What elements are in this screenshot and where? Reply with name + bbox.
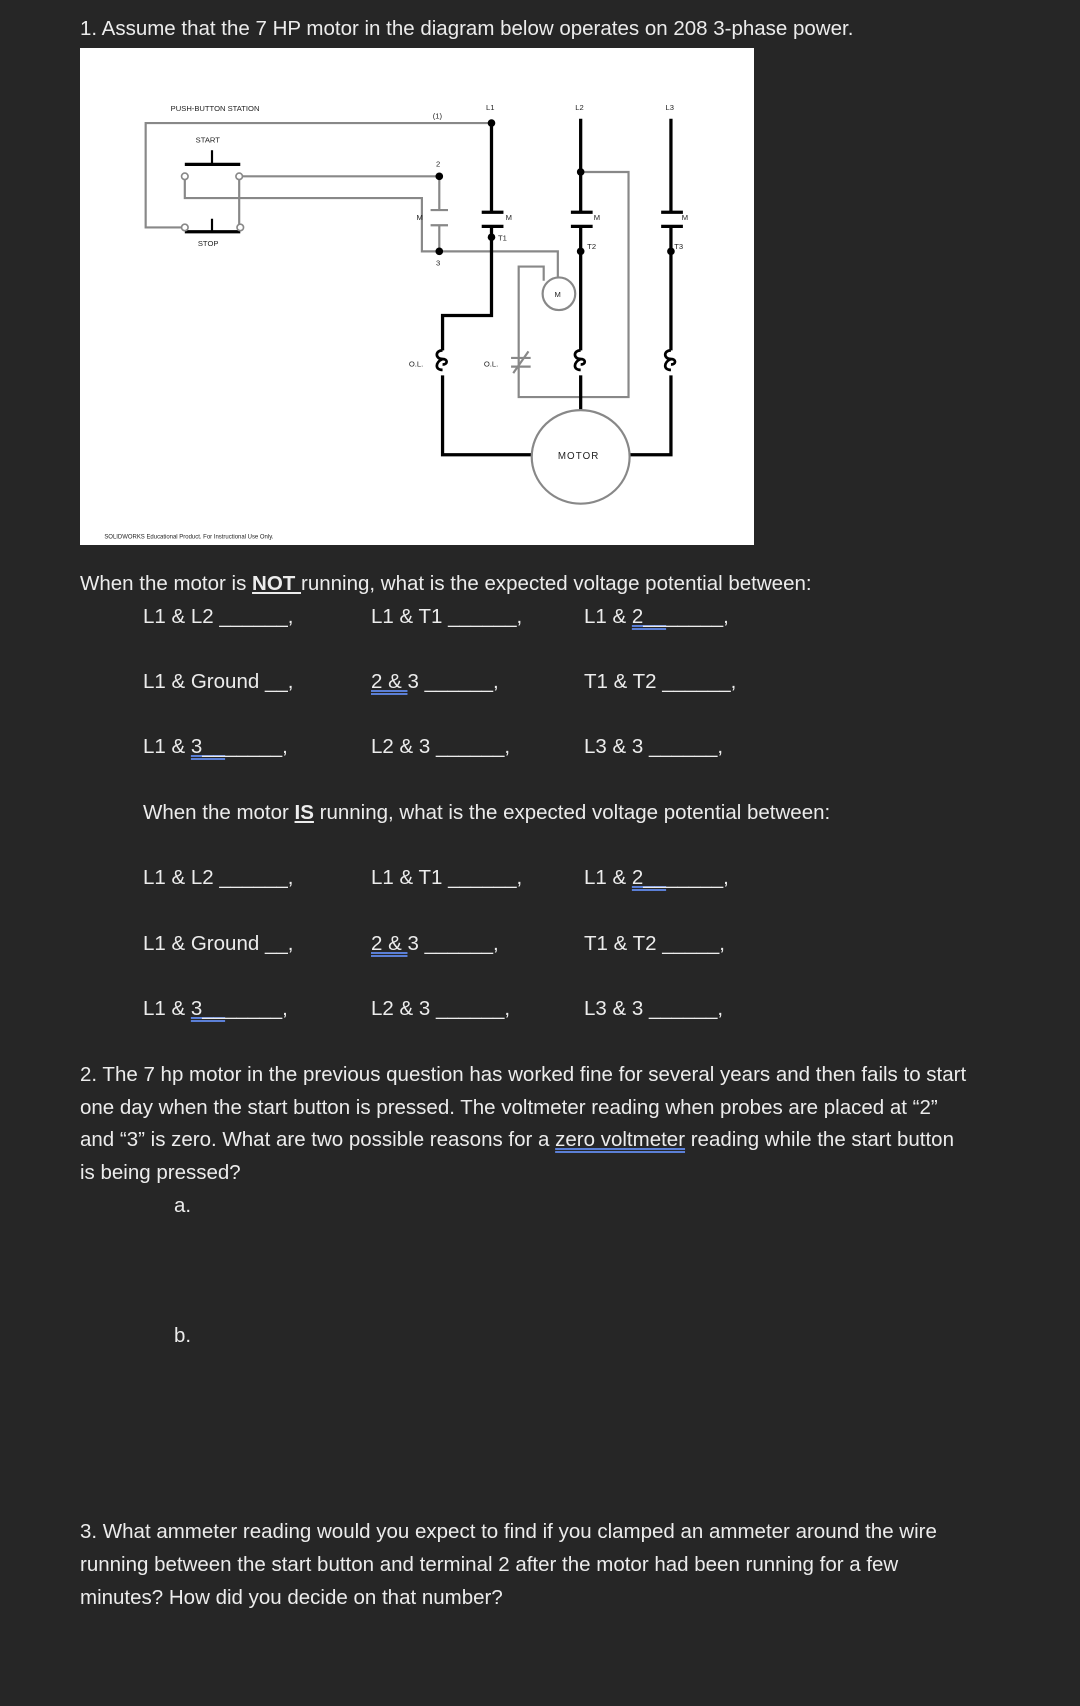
q3-line-3: minutes? How did you decide on that number? bbox=[80, 1586, 503, 1609]
motor-label: MOTOR bbox=[557, 451, 600, 463]
blank-post: ______, bbox=[435, 997, 511, 1020]
junction-dots bbox=[435, 119, 674, 255]
voltage-blank-item bbox=[371, 670, 499, 694]
blank-post: ______, bbox=[662, 670, 737, 693]
q2-line-2: one day when the start button is pressed. The voltmeter reading when probes are placed at “2” bbox=[80, 1096, 938, 1119]
motor-control-diagram bbox=[80, 48, 754, 545]
stop-button bbox=[182, 219, 244, 232]
blank-post: __, bbox=[264, 932, 294, 955]
blank-pre: L1 & bbox=[584, 866, 632, 889]
aux-m-label: M bbox=[416, 212, 423, 222]
ol-label-2: O.L. bbox=[483, 359, 499, 369]
blank-mark: 2 & bbox=[371, 670, 408, 693]
l2-m-label: M bbox=[593, 212, 601, 222]
blank-pre: L1 & L2 bbox=[143, 605, 220, 628]
blank-mark: 2__ bbox=[631, 866, 667, 889]
is-running-prompt: When the motor IS running, what is the expected voltage potential between: bbox=[143, 801, 831, 824]
voltage-blank-item bbox=[584, 932, 725, 956]
blank-post: ______, bbox=[448, 605, 523, 628]
voltage-blank-item bbox=[143, 670, 293, 694]
voltage-blank-item bbox=[584, 670, 736, 694]
q3-line-2: running between the start button and terminal 2 after the motor had been running for a few bbox=[80, 1553, 899, 1576]
blank-post: 3 ______, bbox=[407, 670, 499, 693]
overload-nc-contact bbox=[511, 351, 531, 373]
blank-pre: L1 & T1 bbox=[371, 866, 449, 889]
voltage-blank-item bbox=[584, 605, 729, 629]
blank-pre: T1 & T2 bbox=[584, 670, 663, 693]
blank-pre: L1 & Ground bbox=[143, 670, 265, 693]
blank-pre: L3 & 3 bbox=[584, 997, 649, 1020]
blank-post: _____, bbox=[662, 932, 725, 955]
blank-pre: L1 & T1 bbox=[371, 605, 449, 628]
blank-post: ______, bbox=[648, 735, 724, 758]
blank-pre: L2 & 3 bbox=[371, 735, 436, 758]
blank-pre: L1 & bbox=[143, 997, 191, 1020]
voltage-blank-item bbox=[371, 605, 522, 629]
blank-mark: 3__ bbox=[190, 735, 226, 758]
voltage-blank-item bbox=[371, 735, 510, 759]
blank-mark: 2 & bbox=[371, 932, 408, 955]
blank-post: _____, bbox=[225, 735, 288, 758]
q2-answer-a: a. bbox=[174, 1194, 192, 1217]
t3-label: T3 bbox=[674, 242, 684, 252]
voltage-blank-item bbox=[371, 997, 510, 1021]
l3-label: L3 bbox=[665, 102, 674, 112]
blank-mark: 2__ bbox=[631, 605, 667, 628]
voltage-blank-item bbox=[584, 735, 723, 759]
q2-line-3: and “3” is zero. What are two possible reasons for a zero voltmeter reading while the start button bbox=[80, 1128, 954, 1151]
blank-post: ______, bbox=[435, 735, 511, 758]
stop-label: STOP bbox=[197, 238, 219, 248]
blank-pre: L1 & bbox=[584, 605, 632, 628]
blank-post: _____, bbox=[666, 605, 729, 628]
terminal-3-label: 3 bbox=[436, 258, 441, 268]
voltage-blank-item bbox=[143, 932, 293, 956]
ol-label-1: O.L. bbox=[408, 359, 424, 369]
blank-post: ______, bbox=[648, 997, 724, 1020]
aux-contact bbox=[431, 210, 448, 225]
q2-answer-b: b. bbox=[174, 1324, 192, 1347]
blank-pre: L1 & Ground bbox=[143, 932, 265, 955]
q2-line-1: 2. The 7 hp motor in the previous question has worked fine for several years and then fails to start bbox=[80, 1063, 967, 1086]
q3-line-1: 3. What ammeter reading would you expect to find if you clamped an ammeter around the wire bbox=[80, 1520, 937, 1543]
blank-post: ______, bbox=[219, 866, 294, 889]
voltage-blank-item bbox=[584, 866, 729, 890]
start-label: START bbox=[195, 135, 220, 145]
start-button bbox=[182, 150, 243, 179]
blank-mark: 3__ bbox=[190, 997, 226, 1020]
blank-post: ______, bbox=[219, 605, 294, 628]
solidworks-footer: SOLIDWORKS Educational Product. For Instructional Use Only. bbox=[104, 534, 274, 541]
blank-pre: L1 & bbox=[143, 735, 191, 758]
t1-label: T1 bbox=[498, 233, 507, 243]
l1-label: L1 bbox=[486, 102, 495, 112]
voltage-blank-item bbox=[143, 997, 288, 1021]
blank-pre: L2 & 3 bbox=[371, 997, 436, 1020]
voltage-blank-item bbox=[143, 735, 288, 759]
voltage-blank-item bbox=[584, 997, 723, 1021]
t2-label: T2 bbox=[587, 242, 597, 252]
blank-post: _____, bbox=[666, 866, 729, 889]
l1-m-label: M bbox=[505, 212, 512, 222]
terminal-2-label: 2 bbox=[436, 159, 441, 169]
coil-label: M bbox=[554, 290, 561, 300]
l2-label: L2 bbox=[575, 102, 584, 112]
wire-1-label: (1) bbox=[432, 111, 443, 121]
voltage-blank-item bbox=[143, 605, 293, 629]
voltage-blank-item bbox=[371, 932, 499, 956]
blank-post: 3 ______, bbox=[407, 932, 499, 955]
blank-pre: L3 & 3 bbox=[584, 735, 649, 758]
blank-pre: T1 & T2 bbox=[584, 932, 663, 955]
ladder-schematic bbox=[80, 48, 754, 545]
voltage-blank-item bbox=[371, 866, 522, 890]
blank-post: ______, bbox=[448, 866, 523, 889]
station-label: PUSH-BUTTON STATION bbox=[170, 104, 260, 114]
question-1-title: 1. Assume that the 7 HP motor in the diagram below operates on 208 3-phase power. bbox=[80, 17, 854, 40]
l3-m-label: M bbox=[681, 212, 689, 222]
voltage-blank-item bbox=[143, 866, 293, 890]
not-running-prompt: When the motor is NOT running, what is the expected voltage potential between: bbox=[80, 572, 812, 595]
blank-post: __, bbox=[264, 670, 294, 693]
blank-pre: L1 & L2 bbox=[143, 866, 220, 889]
q2-line-4: is being pressed? bbox=[80, 1161, 241, 1184]
blank-post: _____, bbox=[225, 997, 288, 1020]
